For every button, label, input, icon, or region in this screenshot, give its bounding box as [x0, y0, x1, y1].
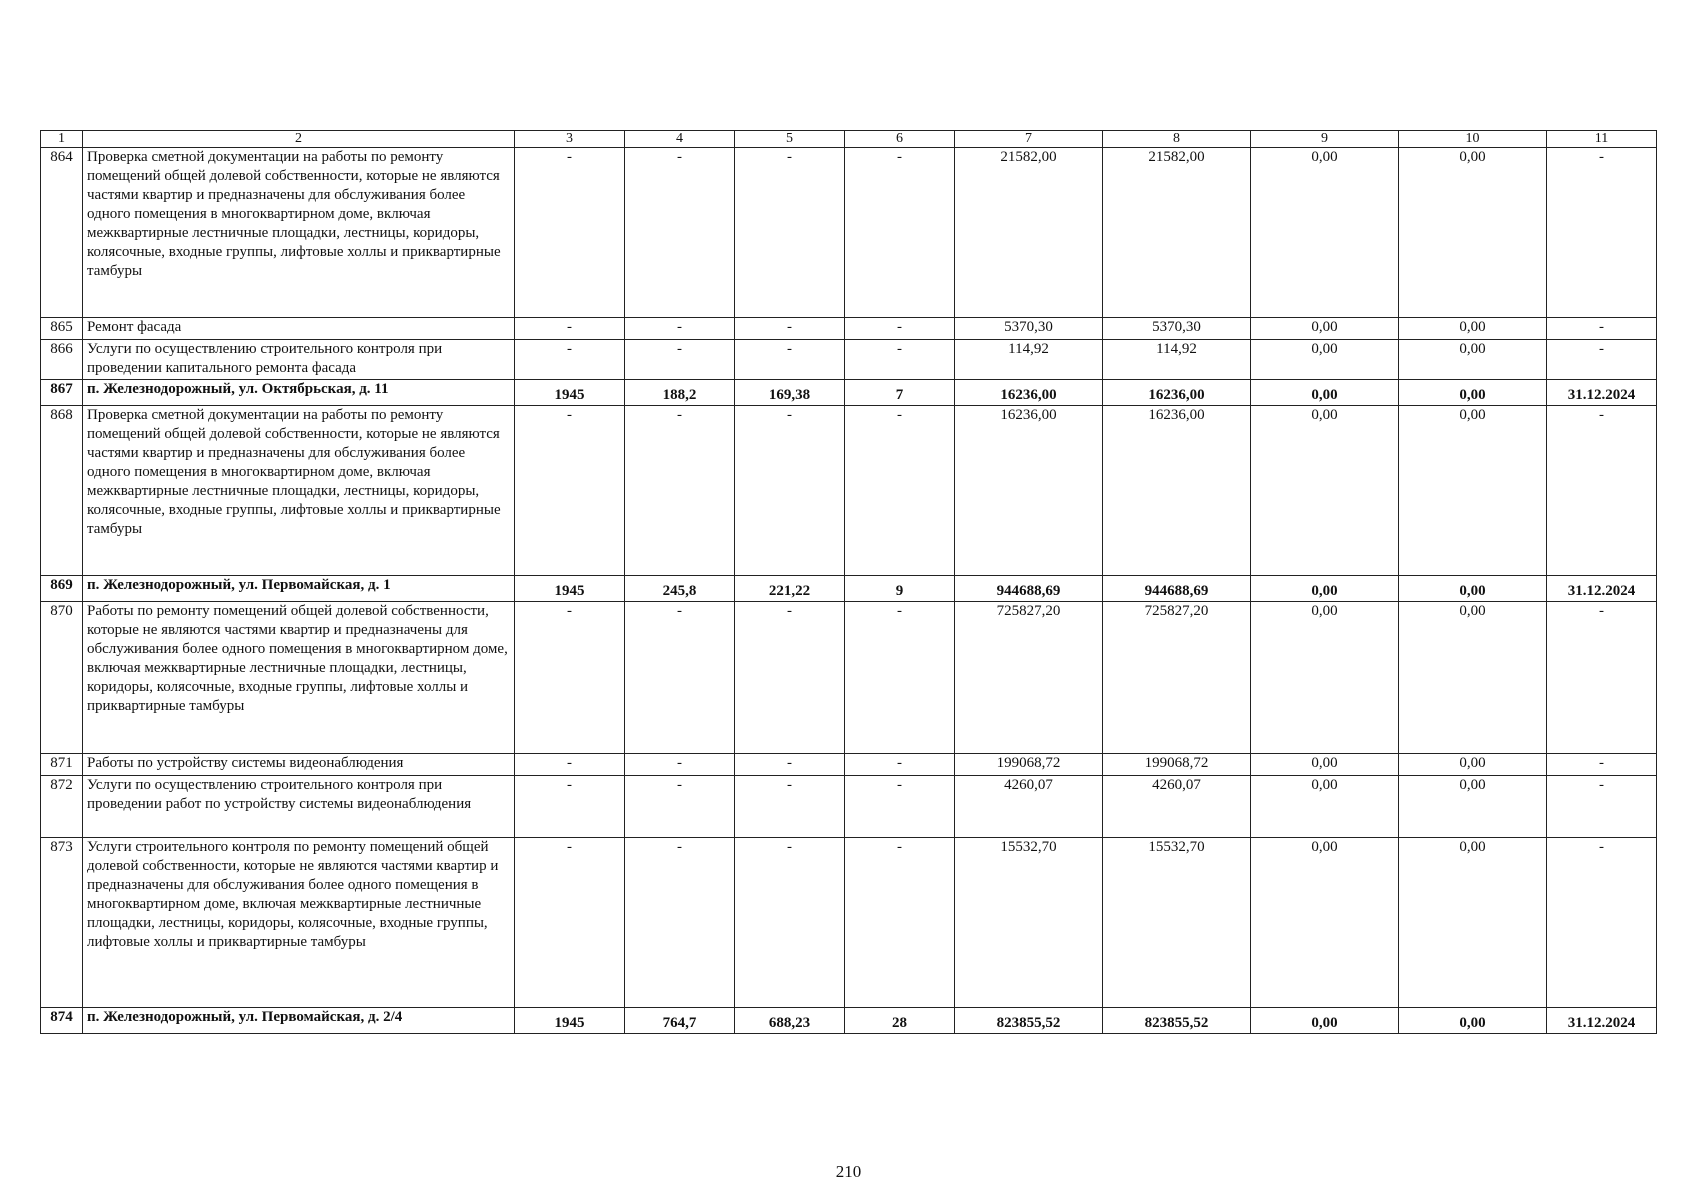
year-cell: - [515, 776, 625, 838]
address-row [41, 576, 1657, 602]
year-cell: - [515, 838, 625, 1008]
area-total-cell: - [625, 148, 735, 318]
area-living-cell: - [735, 340, 845, 380]
area-living-cell: - [735, 318, 845, 340]
area-living-cell: - [735, 838, 845, 1008]
residents-cell: - [845, 340, 955, 380]
cost-total-cell: 199068,72 [955, 754, 1103, 776]
column-header: 8 [1103, 131, 1251, 148]
deadline-cell: - [1547, 838, 1657, 1008]
deadline-cell: 31.12.2024 [1547, 380, 1657, 406]
cost-total-cell: 114,92 [955, 340, 1103, 380]
work-row [41, 838, 1657, 1008]
cost-total-cell: 823855,52 [955, 1008, 1103, 1034]
cost-fund-cell: 199068,72 [1103, 754, 1251, 776]
work-description-cell: Ремонт фасада [83, 318, 515, 340]
cost-local-cell: 0,00 [1399, 1008, 1547, 1034]
residents-cell: 9 [845, 576, 955, 602]
area-total-cell: - [625, 318, 735, 340]
row-number-cell: 868 [41, 406, 83, 576]
address-cell: п. Железнодорожный, ул. Октябрьская, д. 11 [83, 380, 515, 406]
deadline-cell: 31.12.2024 [1547, 576, 1657, 602]
year-cell: - [515, 602, 625, 754]
area-total-cell: 764,7 [625, 1008, 735, 1034]
column-header: 2 [83, 131, 515, 148]
work-row [41, 340, 1657, 380]
deadline-cell: - [1547, 776, 1657, 838]
residents-cell: - [845, 602, 955, 754]
cost-fund-cell: 114,92 [1103, 340, 1251, 380]
row-number-cell: 870 [41, 602, 83, 754]
deadline-cell: - [1547, 754, 1657, 776]
cost-fund-cell: 21582,00 [1103, 148, 1251, 318]
cost-local-cell: 0,00 [1399, 838, 1547, 1008]
residents-cell: 28 [845, 1008, 955, 1034]
area-total-cell: - [625, 406, 735, 576]
cost-local-cell: 0,00 [1399, 754, 1547, 776]
address-cell: п. Железнодорожный, ул. Первомайская, д. 2/4 [83, 1008, 515, 1034]
year-cell: - [515, 406, 625, 576]
cost-local-cell: 0,00 [1399, 318, 1547, 340]
table-body [41, 148, 1657, 1034]
column-header: 1 [41, 131, 83, 148]
cost-total-cell: 5370,30 [955, 318, 1103, 340]
area-total-cell: - [625, 340, 735, 380]
year-cell: - [515, 318, 625, 340]
row-number-cell: 874 [41, 1008, 83, 1034]
area-living-cell: - [735, 776, 845, 838]
deadline-cell: - [1547, 148, 1657, 318]
year-cell: 1945 [515, 576, 625, 602]
area-total-cell: - [625, 776, 735, 838]
area-total-cell: - [625, 838, 735, 1008]
work-row [41, 318, 1657, 340]
row-number-cell: 873 [41, 838, 83, 1008]
area-total-cell: - [625, 754, 735, 776]
area-living-cell: - [735, 602, 845, 754]
area-living-cell: 688,23 [735, 1008, 845, 1034]
row-number-cell: 871 [41, 754, 83, 776]
residents-cell: 7 [845, 380, 955, 406]
work-row [41, 776, 1657, 838]
area-living-cell: - [735, 406, 845, 576]
area-total-cell: 245,8 [625, 576, 735, 602]
area-living-cell: 221,22 [735, 576, 845, 602]
deadline-cell: - [1547, 318, 1657, 340]
cost-region-cell: 0,00 [1251, 318, 1399, 340]
area-total-cell: - [625, 602, 735, 754]
cost-region-cell: 0,00 [1251, 602, 1399, 754]
column-header: 3 [515, 131, 625, 148]
address-cell: п. Железнодорожный, ул. Первомайская, д. 1 [83, 576, 515, 602]
cost-local-cell: 0,00 [1399, 380, 1547, 406]
year-cell: 1945 [515, 1008, 625, 1034]
cost-total-cell: 4260,07 [955, 776, 1103, 838]
row-number-cell: 865 [41, 318, 83, 340]
page-number: 210 [835, 1162, 862, 1181]
residents-cell: - [845, 406, 955, 576]
cost-local-cell: 0,00 [1399, 576, 1547, 602]
cost-fund-cell: 823855,52 [1103, 1008, 1251, 1034]
column-number-header-row [41, 131, 1657, 148]
column-header: 4 [625, 131, 735, 148]
cost-fund-cell: 16236,00 [1103, 380, 1251, 406]
cost-fund-cell: 4260,07 [1103, 776, 1251, 838]
work-description-cell: Услуги строительного контроля по ремонту помещений общей долевой собственности, которые не являются частями квартир и предназначены для обслуживания более одного помещения в многоквартирном доме, включая межквартирные лестничные площадки, лестницы, коридоры, колясочные, входные группы, лифтовые холлы и приквартирные тамбуры [83, 838, 515, 1008]
work-description-cell: Услуги по осуществлению строительного контроля при проведении капитального ремонта фасада [83, 340, 515, 380]
work-description-cell: Работы по ремонту помещений общей долевой собственности, которые не являются частями квартир и предназначены для обслуживания более одного помещения в многоквартирном доме, включая межквартирные лестничные площадки, лестницы, коридоры, колясочные, входные группы, лифтовые холлы и приквартирные тамбуры [83, 602, 515, 754]
cost-total-cell: 944688,69 [955, 576, 1103, 602]
cost-fund-cell: 16236,00 [1103, 406, 1251, 576]
row-number-cell: 869 [41, 576, 83, 602]
column-header: 9 [1251, 131, 1399, 148]
cost-region-cell: 0,00 [1251, 776, 1399, 838]
deadline-cell: - [1547, 602, 1657, 754]
cost-total-cell: 21582,00 [955, 148, 1103, 318]
cost-local-cell: 0,00 [1399, 406, 1547, 576]
cost-fund-cell: 5370,30 [1103, 318, 1251, 340]
residents-cell: - [845, 754, 955, 776]
cost-region-cell: 0,00 [1251, 340, 1399, 380]
cost-fund-cell: 944688,69 [1103, 576, 1251, 602]
year-cell: 1945 [515, 380, 625, 406]
cost-region-cell: 0,00 [1251, 1008, 1399, 1034]
year-cell: - [515, 340, 625, 380]
work-row [41, 602, 1657, 754]
cost-region-cell: 0,00 [1251, 380, 1399, 406]
work-row [41, 754, 1657, 776]
column-header: 10 [1399, 131, 1547, 148]
row-number-cell: 864 [41, 148, 83, 318]
cost-local-cell: 0,00 [1399, 148, 1547, 318]
cost-region-cell: 0,00 [1251, 148, 1399, 318]
row-number-cell: 872 [41, 776, 83, 838]
deadline-cell: 31.12.2024 [1547, 1008, 1657, 1034]
cost-total-cell: 15532,70 [955, 838, 1103, 1008]
residents-cell: - [845, 776, 955, 838]
row-number-cell: 867 [41, 380, 83, 406]
work-row [41, 406, 1657, 576]
cost-region-cell: 0,00 [1251, 576, 1399, 602]
residents-cell: - [845, 838, 955, 1008]
cost-total-cell: 16236,00 [955, 406, 1103, 576]
cost-local-cell: 0,00 [1399, 602, 1547, 754]
area-living-cell: - [735, 754, 845, 776]
capital-repair-register-table [40, 130, 1657, 1034]
residents-cell: - [845, 318, 955, 340]
column-header: 11 [1547, 131, 1657, 148]
deadline-cell: - [1547, 406, 1657, 576]
row-number-cell: 866 [41, 340, 83, 380]
work-description-cell: Проверка сметной документации на работы по ремонту помещений общей долевой собственности, которые не являются частями квартир и предназначены для обслуживания более одного помещения в многоквартирном доме, включая межквартирные лестничные площадки, лестницы, коридоры, колясочные, входные группы, лифтовые холлы и приквартирные тамбуры [83, 148, 515, 318]
year-cell: - [515, 148, 625, 318]
work-row [41, 148, 1657, 318]
deadline-cell: - [1547, 340, 1657, 380]
cost-fund-cell: 725827,20 [1103, 602, 1251, 754]
cost-region-cell: 0,00 [1251, 754, 1399, 776]
cost-fund-cell: 15532,70 [1103, 838, 1251, 1008]
work-description-cell: Проверка сметной документации на работы по ремонту помещений общей долевой собственности, которые не являются частями квартир и предназначены для обслуживания более одного помещения в многоквартирном доме, включая межквартирные лестничные площадки, лестницы, коридоры, колясочные, входные группы, лифтовые холлы и приквартирные тамбуры [83, 406, 515, 576]
area-total-cell: 188,2 [625, 380, 735, 406]
column-header: 7 [955, 131, 1103, 148]
cost-region-cell: 0,00 [1251, 406, 1399, 576]
cost-total-cell: 16236,00 [955, 380, 1103, 406]
year-cell: - [515, 754, 625, 776]
work-description-cell: Услуги по осуществлению строительного контроля при проведении работ по устройству системы видеонаблюдения [83, 776, 515, 838]
area-living-cell: 169,38 [735, 380, 845, 406]
residents-cell: - [845, 148, 955, 318]
cost-local-cell: 0,00 [1399, 776, 1547, 838]
cost-region-cell: 0,00 [1251, 838, 1399, 1008]
address-row [41, 380, 1657, 406]
column-header: 6 [845, 131, 955, 148]
column-header: 5 [735, 131, 845, 148]
cost-total-cell: 725827,20 [955, 602, 1103, 754]
area-living-cell: - [735, 148, 845, 318]
cost-local-cell: 0,00 [1399, 340, 1547, 380]
work-description-cell: Работы по устройству системы видеонаблюдения [83, 754, 515, 776]
address-row [41, 1008, 1657, 1034]
